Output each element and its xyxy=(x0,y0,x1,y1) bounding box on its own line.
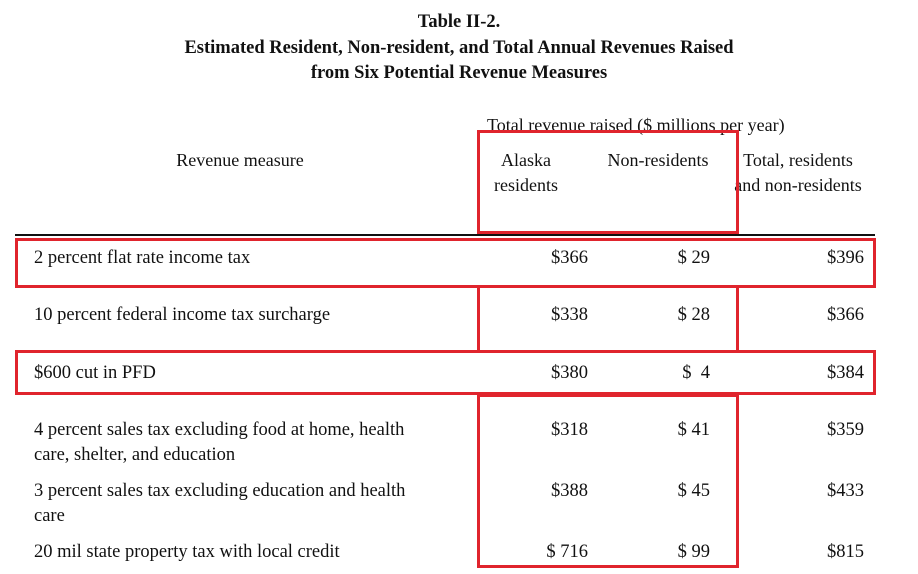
column-header-total: Total, residents and non-residents xyxy=(734,150,862,195)
row-alaska-value: $380 xyxy=(551,363,588,383)
row-measure: 10 percent federal income tax surcharge xyxy=(34,305,331,325)
row-alaska-value: $366 xyxy=(551,248,588,268)
row-alaska-value: $ 716 xyxy=(546,542,588,562)
row-nonresident-value: $ 29 xyxy=(677,248,710,268)
highlight-box-column-header xyxy=(477,130,739,234)
row-total-value: $384 xyxy=(827,363,864,383)
group-header: Total revenue raised ($ millions per year) xyxy=(487,115,785,135)
table-number: Table II-2. xyxy=(417,12,501,32)
row-alaska-value: $338 xyxy=(551,305,588,325)
row-nonresident-value: $ 28 xyxy=(677,305,710,325)
row-total-value: $433 xyxy=(827,481,864,501)
row-measure: 2 percent flat rate income tax xyxy=(34,248,251,268)
row-alaska-value: $318 xyxy=(551,420,588,440)
column-header-measure: Revenue measure xyxy=(176,150,304,170)
highlight-box-column-lower xyxy=(477,394,739,568)
highlight-box-column-middle xyxy=(477,288,739,350)
highlight-box-row-pfd-cut xyxy=(15,350,876,395)
row-nonresident-value: $ 45 xyxy=(677,481,710,501)
table-title-line-1: Estimated Resident, Non-resident, and Total Annual Revenues Raised xyxy=(184,38,734,58)
row-measure: $600 cut in PFD xyxy=(34,363,156,383)
row-measure: 4 percent sales tax excluding food at home, health care, shelter, and education xyxy=(34,420,405,465)
row-total-value: $366 xyxy=(827,305,864,325)
row-total-value: $359 xyxy=(827,420,864,440)
row-nonresident-value: $ 99 xyxy=(677,542,710,562)
column-header-nonresidents: Non-residents xyxy=(607,150,709,170)
highlight-box-row-income-tax xyxy=(15,238,876,288)
row-measure: 20 mil state property tax with local credit xyxy=(34,542,340,562)
row-nonresident-value: $ 41 xyxy=(677,420,710,440)
header-rule xyxy=(15,234,875,236)
row-total-value: $815 xyxy=(827,542,864,562)
row-total-value: $396 xyxy=(827,248,864,268)
table-title-line-2: from Six Potential Revenue Measures xyxy=(310,63,608,83)
column-header-alaska: Alaska residents xyxy=(494,150,558,195)
row-measure: 3 percent sales tax excluding education and health care xyxy=(34,481,406,526)
row-nonresident-value: $ 4 xyxy=(682,363,710,383)
row-alaska-value: $388 xyxy=(551,481,588,501)
